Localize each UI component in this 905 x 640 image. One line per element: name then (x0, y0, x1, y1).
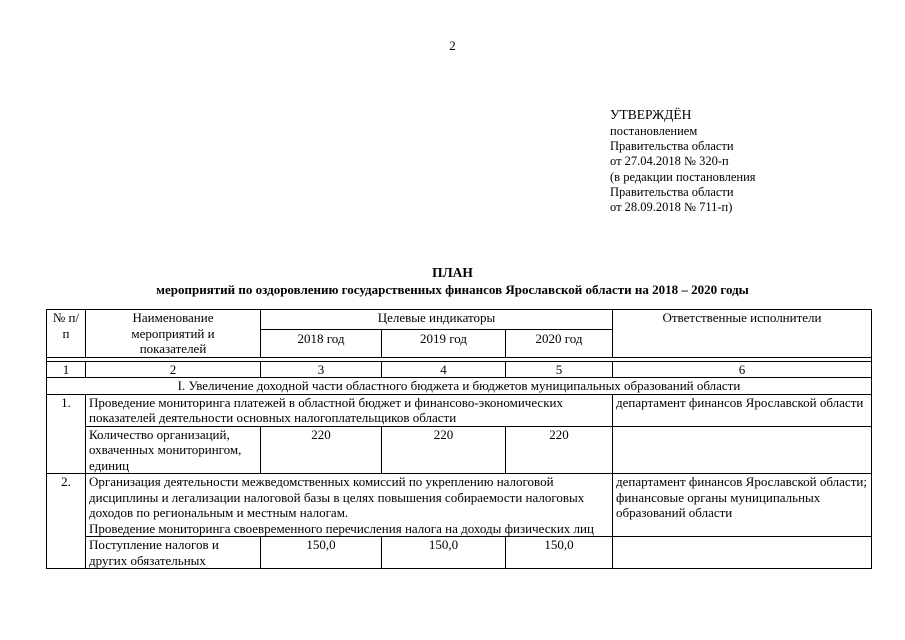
col-number: 3 (261, 361, 382, 378)
header-num: № п/п (47, 310, 86, 358)
row-number: 1. (47, 394, 86, 474)
column-numbers-row (47, 361, 872, 378)
header-year-2018: 2018 год (261, 329, 382, 357)
indicator-text: Поступление налогов и других обязательных (86, 537, 261, 569)
table-row (47, 474, 872, 537)
empty-cell (613, 426, 872, 474)
approval-heading: УТВЕРЖДЁН (610, 107, 692, 122)
indicator-text: Количество организаций, охваченных мониторингом, единиц (86, 426, 261, 474)
document-title (0, 264, 905, 298)
plan-table (46, 309, 872, 569)
approval-line: Правительства области (610, 184, 734, 199)
title-line1: ПЛАН (432, 265, 473, 280)
header-year-2020: 2020 год (506, 329, 613, 357)
approval-line: Правительства области (610, 139, 734, 154)
header-row (47, 310, 872, 330)
responsible-paragraph: департамент финансов Ярославской области; (616, 474, 867, 489)
responsible-paragraph: финансовые органы муниципальных образований области (616, 489, 821, 520)
activity-text (86, 474, 613, 537)
section-row (47, 378, 872, 395)
header-targets: Целевые индикаторы (261, 310, 613, 330)
approval-block (610, 106, 756, 215)
activity-text: Проведение мониторинга платежей в областной бюджет и финансово-экономических показателей деятельности основных налогоплательщиков области (86, 394, 613, 426)
approval-line: (в редакции постановления (610, 169, 756, 184)
value-2019: 150,0 (382, 537, 506, 569)
title-line2: мероприятий по оздоровлению государственных финансов Ярославской области на 2018 – 2020 годы (156, 282, 749, 297)
col-number: 5 (506, 361, 613, 378)
col-number: 6 (613, 361, 872, 378)
indicator-row (47, 537, 872, 569)
value-2020: 150,0 (506, 537, 613, 569)
value-2019: 220 (382, 426, 506, 474)
approval-line: от 27.04.2018 № 320-п (610, 154, 729, 169)
section-title: I. Увеличение доходной части областного бюджета и бюджетов муниципальных образований области (47, 378, 872, 395)
header-responsible: Ответственные исполнители (613, 310, 872, 358)
activity-paragraph: Проведение мониторинга своевременного перечисления налога на доходы физических лиц (89, 520, 594, 536)
value-2020: 220 (506, 426, 613, 474)
approval-line: постановлением (610, 124, 698, 138)
approval-line: от 28.09.2018 № 711-п) (610, 200, 733, 215)
empty-cell (613, 537, 872, 569)
responsible-text (613, 474, 872, 537)
table-row (47, 394, 872, 426)
activity-paragraph: Организация деятельности межведомственных комиссий по укреплению налоговой дисциплины и легализации налоговой базы в целях повышения собираемости налоговых доходов по региональным и местным налогам. (89, 474, 585, 520)
header-name: Наименование мероприятий и показателей (86, 310, 261, 358)
page-number: 2 (449, 38, 456, 53)
row-number: 2. (47, 474, 86, 569)
responsible-text: департамент финансов Ярославской области (613, 394, 872, 426)
value-2018: 150,0 (261, 537, 382, 569)
col-number: 1 (47, 361, 86, 378)
value-2018: 220 (261, 426, 382, 474)
header-year-2019: 2019 год (382, 329, 506, 357)
col-number: 4 (382, 361, 506, 378)
col-number: 2 (86, 361, 261, 378)
indicator-row (47, 426, 872, 474)
